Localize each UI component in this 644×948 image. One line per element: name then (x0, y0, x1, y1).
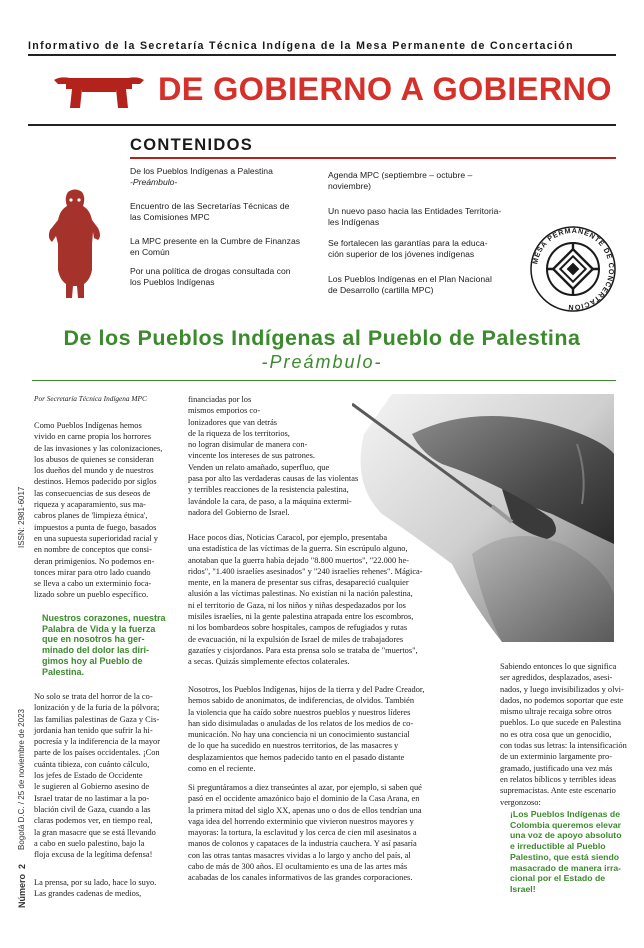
text-line: le sugieren al Gobierno asesino de (34, 782, 150, 792)
text-line: supremacistas. Ante este escenario (500, 786, 616, 796)
text-line: gramado, justificado una vez más (500, 763, 613, 773)
text-line: Las grandes cadenas de medios, (34, 889, 142, 899)
text-line: con las otras tantas masacres vividas a lo largo y ancho del país, al (188, 850, 411, 860)
toc-entry[interactable]: Los Pueblos Indígenas en el Plan Nacional de Desarrollo (cartilla MPC) (328, 274, 492, 295)
text-line: Venden un relato amañado, superfluo, que (188, 462, 330, 472)
text-line: vergonzoso: (500, 797, 541, 807)
text-line: no es otra cosa que un genocidio, (500, 729, 612, 739)
article-paragraph (34, 420, 180, 601)
text-line: pueblos. Lo que sucede en Palestina (500, 718, 621, 728)
text-line: de la riqueza de los territorios, (188, 428, 290, 438)
text-line: La prensa, por su lado, hace lo suyo. (34, 878, 157, 887)
text-line: vincente los intereses de sus patrones. (188, 451, 315, 461)
text-line: mismos emporios co- (188, 406, 261, 416)
text-line: destinos. Hemos padecido por siglos (34, 477, 157, 487)
text-line: vivido en carne propia los horrores (34, 432, 151, 442)
text-line: ni los bombardeos sobre hospitales, campos de refugiados y rutas (188, 623, 408, 633)
toc-entry[interactable]: La MPC presente en la Cumbre de Finanzas en Común (130, 236, 301, 257)
text-line: Como Pueblos Indígenas hemos (34, 421, 142, 430)
text-line: Palestina. (42, 666, 85, 677)
toc-entry[interactable]: Un nuevo paso hacia las Entidades Territoria- les Indígenas (328, 206, 502, 227)
text-line: alusión a las víctimas palestinas. No existían ni la nación palestina, (188, 589, 413, 599)
text-line: a cabo en suelo palestino, bajo la (34, 838, 145, 848)
text-line: cabros planes de 'limpieza étnica', (34, 511, 148, 521)
text-line: Si preguntáramos a diez transeúntes al azar, por ejemplo, si saben qué (188, 783, 422, 792)
text-line: lizado sobre un pueblo específico. (34, 590, 149, 600)
text-line: mente, en la manera de presentar sus cifras, desapareció cualquier (188, 578, 409, 588)
text-line: Palestino, que está siendo (510, 851, 620, 862)
text-line: lonización y de la furia de la pólvora; (34, 703, 160, 713)
text-line: Israel! (510, 883, 536, 894)
text-line: tonces mirar para otro lado cuando (34, 567, 151, 577)
text-line: de evacuación, ni la expulsión de Israel de miles de trabajadores (188, 634, 404, 644)
pullquote (510, 809, 622, 895)
newsletter-title: DE GOBIERNO A GOBIERNO (158, 71, 612, 107)
toc-entry[interactable]: Agenda MPC (septiembre – octubre – noviembre) (328, 170, 473, 191)
text-line: una estadística de las víctimas de la guerra. Sin escrúpulo alguno, (188, 544, 408, 554)
text-line: los jefes de Estado de Occidente (34, 771, 143, 781)
text-line: gimos hoy al Pueblo de (42, 655, 143, 666)
toc-entry[interactable]: Se fortalecen las garantías para la educa- ción superior de los jóvenes indígenas (328, 238, 488, 259)
text-line: municación. No hay una conciencia ni un conocimiento sustancial (188, 730, 410, 740)
text-line: masacrado de manera irra- (510, 862, 622, 873)
svg-text:MESA PERMANENTE DE CONCERTACIÓ: MESA PERMANENTE DE CONCERTACIÓN (530, 225, 617, 313)
text-line: han sido disimuladas o anuladas de los relatos de los medios de co- (188, 718, 414, 728)
text-line: lonizadores que van detrás (188, 417, 278, 427)
text-line: las familias palestinas de Gaza y Cis- (34, 714, 160, 724)
article-paragraph (34, 691, 180, 860)
article-paragraph (188, 684, 488, 774)
article-paragraph (188, 782, 488, 884)
text-line: deran primigenios. No podemos en- (34, 556, 155, 566)
pullquote (42, 613, 182, 677)
text-line: minado del dolor las diri- (42, 645, 150, 656)
toc-entry[interactable]: Encuentro de las Secretarías Técnicas de las Comisiones MPC (130, 201, 290, 222)
masthead-tagline: Informativo de la Secretaría Técnica Indígena de la Mesa Permanente de Concertación (28, 40, 574, 52)
text-line: nadora del Gobierno de Israel. (188, 507, 290, 517)
text-line: cional por el Estado de (510, 873, 606, 884)
text-line: mayoras: la tortura, la esclavitud y los cerca de cien mil asesinatos a (188, 828, 417, 838)
text-line: vaga idea del horrendo exterminio que vivieron nuestros mayores y (188, 816, 414, 826)
text-line: financiadas por los (188, 395, 252, 404)
text-line: una voz de apoyo absoluto (510, 830, 622, 841)
text-line: en nombre de conceptos que consi- (34, 545, 152, 555)
text-line: como en el reciente. (188, 764, 256, 774)
text-line: Israel tratar de no lastimar a la po- (34, 793, 150, 803)
article-byline: Por Secretaría Técnica Indígena MPC (34, 394, 147, 403)
text-line: Nuestros corazones, nuestra (42, 613, 166, 623)
article-paragraph (188, 394, 358, 518)
figure-icon (46, 188, 104, 304)
text-line: misiles israelíes, ni la gente palestina atrapada entre los escombros, (188, 612, 414, 622)
text-line: pocresía y la indiferencia de la mayor (34, 737, 161, 747)
text-line: jordania han tenido que sufrir la hi- (34, 725, 153, 735)
text-line: cuánta tibieza, con cuánto cálculo, (34, 759, 150, 769)
text-line: de las invasiones y las colonizaciones, (34, 443, 163, 453)
article-paragraph (34, 877, 180, 900)
text-line: desplazamientos que hemos padecido tanto en el pasado distante (188, 752, 405, 762)
article-paragraph (188, 532, 500, 668)
text-line: ridos", "1.400 israelíes asesinados" y "240 israelíes rehenes". Mágica- (188, 566, 423, 576)
text-line: parte de los países occidentales. ¡Con (34, 748, 160, 758)
article-subheadline: -Preámbulo- (261, 352, 383, 372)
text-line: en una supuesta superioridad racial y (34, 533, 158, 543)
text-line: Hace pocos días, Noticias Caracol, por ejemplo, presentaba (188, 533, 388, 542)
text-line: manos de colonos y capataces de la industria cauchera. Y así pasaría (188, 839, 417, 849)
text-line: que en nosotros ha ger- (42, 634, 145, 645)
issue-number-label: Número 2 (17, 863, 27, 908)
text-line: Colombia queremos elevar (510, 819, 622, 830)
text-line: gazatíes y cisjordanos. Para esta prensa solo se trataba de "muertos", (188, 645, 418, 655)
text-line: blación civil de Gaza, cuando a las (34, 804, 151, 814)
edition-date-label: Bogotá D.C. / 25 de noviembre de 2023 (17, 709, 26, 850)
contents-rule (130, 157, 616, 159)
text-line: anotaban que la guerra había dejado "8.800 muertos", "22.000 he- (188, 555, 409, 565)
text-line: ¡Los Pueblos Indígenas de (510, 809, 621, 819)
text-line: pasó en el occidente amazónico bajo el dominio de la Casa Arana, en (188, 794, 420, 804)
text-line: las consecuencias de sus deseos de (34, 488, 151, 498)
text-line: lavándole la cara, de paso, a la máquina extermi- (188, 496, 352, 506)
text-line: impuestos a punta de fuego, basados (34, 522, 157, 532)
text-line: Nosotros, los Pueblos Indígenas, hijos de la tierra y del Padre Creador, (188, 685, 425, 694)
text-line: floja excusa de la legítima defensa! (34, 850, 153, 860)
text-line: la primera mitad del siglo XX, apenas uno o dos de ellos tendrían una (188, 805, 422, 815)
text-line: No solo se trata del horror de la co- (34, 692, 153, 701)
text-line: la violencia que ha caído sobre nuestros pueblos y nuestros líderes (188, 707, 411, 717)
text-line: cabo de más de 300 años. El ocultamiento es una de las artes más (188, 862, 408, 872)
article-headline: De los Pueblos Indígenas al Pueblo de Palestina (63, 326, 581, 350)
text-line: dados, no podemos soportar que este (500, 695, 624, 705)
text-line: mismo ultraje recaiga sobre otros (500, 707, 612, 717)
masthead-bottom-rule (28, 124, 616, 126)
headline-rule (32, 380, 616, 381)
text-line: con todas sus letras: la intensificación (500, 741, 627, 751)
text-line: Palabra de Vida y la fuerza (42, 623, 156, 634)
bench-icon (52, 74, 146, 110)
text-line: de un exterminio largamente pro- (500, 752, 612, 762)
text-line: los dueños del mundo y de nuestros (34, 466, 154, 476)
text-line: acabadas de los canales informativos de las grandes corporaciones. (188, 873, 413, 883)
toc-entry[interactable]: De los Pueblos Indígenas a Palestina -Preámbulo- (130, 166, 273, 187)
article-paragraph (500, 661, 627, 808)
text-line: e irreductible al Pueblo (510, 841, 606, 852)
text-line: ser agredidos, desplazados, asesi- (500, 673, 613, 683)
contents-heading: CONTENIDOS (130, 136, 254, 154)
text-line: y terribles reacciones de la resistencia palestina, (188, 485, 349, 495)
seal-icon (528, 224, 618, 314)
text-line: pasa por alto las verdaderas causas de las violentas (188, 474, 359, 484)
masthead-top-rule (28, 54, 616, 56)
text-line: en relatos bíblicos y terribles ideas (500, 774, 617, 784)
text-line: Sabiendo entonces lo que significa (500, 662, 617, 671)
text-line: a secas. Quizás simplemente efectos colaterales. (188, 657, 350, 667)
text-line: ni el territorio de Gaza, ni los niños y niñas despedazados por los (188, 600, 406, 610)
text-line: de lo que ha sucedido en nuestros territorios, de las masacres y (188, 741, 399, 751)
text-line: claras podemos ver, en tiempo real, (34, 816, 153, 826)
text-line: nados, y luego invisibilizados y olvi- (500, 684, 624, 694)
text-line: la gran masacre que se está llevando (34, 827, 156, 837)
text-line: se lleva a cabo un exterminio foca- (34, 579, 152, 589)
toc-entry[interactable]: Por una política de drogas consultada con los Pueblos Indígenas (130, 266, 291, 287)
text-line: hemos sabido de anonimatos, de indiferencias, de olvidos. También (188, 696, 415, 706)
text-line: riqueza y acaparamiento, sus ma- (34, 500, 146, 510)
text-line: los abusos de quienes se consideran (34, 454, 154, 464)
text-line: no logran disimular de manera con- (188, 440, 308, 450)
issn-label: ISSN: 2981-6017 (17, 486, 26, 548)
